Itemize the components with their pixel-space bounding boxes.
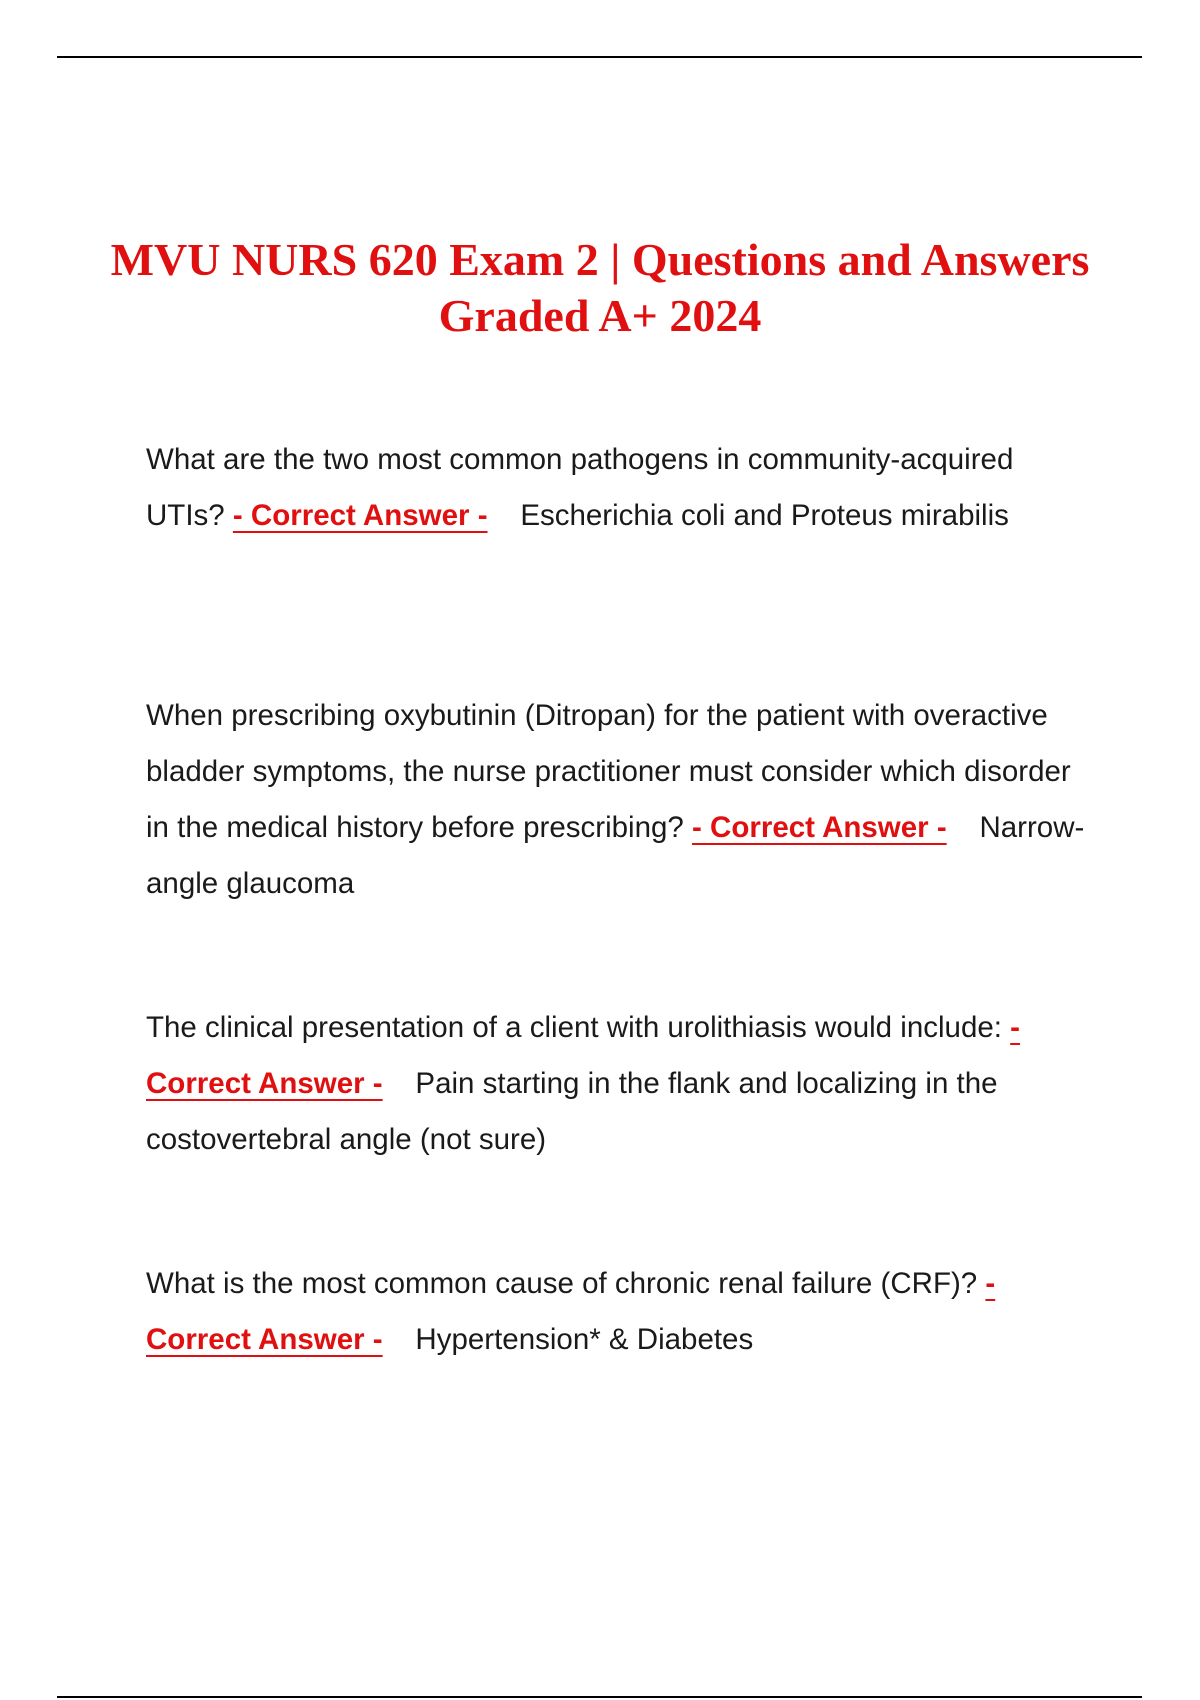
- qa-item: [146, 688, 1096, 912]
- correct-answer-label: - Correct Answer -: [232, 499, 488, 532]
- qa-item: [146, 432, 1096, 544]
- qa-item: [146, 1256, 1096, 1368]
- question-text: When prescribing oxybutinin (Ditropan) for the patient with overactive bladder symptoms, the nurse practitioner must consider which disorder in the medical history before prescribing?: [146, 699, 1071, 844]
- question-text: The clinical presentation of a client with urolithiasis would include:: [146, 1011, 1002, 1044]
- question-text: What is the most common cause of chronic renal failure (CRF)?: [146, 1267, 978, 1300]
- bottom-rule: [57, 1696, 1142, 1698]
- answer-text: Hypertension* & Diabetes: [415, 1323, 754, 1356]
- question-text: What are the two most common pathogens in community-acquired UTIs?: [146, 443, 1014, 532]
- correct-answer-label: - Correct Answer -: [692, 811, 947, 844]
- correct-answer-label: - Correct Answer -: [146, 1011, 1020, 1100]
- correct-answer-label: - Correct Answer -: [146, 1267, 996, 1356]
- answer-text: Narrow-angle glaucoma: [146, 811, 1085, 900]
- top-rule: [57, 56, 1142, 58]
- document-title: MVU NURS 620 Exam 2 | Questions and Answers Graded A+ 2024: [110, 234, 1090, 341]
- answer-text: Pain starting in the flank and localizing in the costovertebral angle (not sure): [146, 1067, 998, 1156]
- answer-text: Escherichia coli and Proteus mirabilis: [520, 499, 1009, 532]
- qa-item: [146, 1000, 1096, 1168]
